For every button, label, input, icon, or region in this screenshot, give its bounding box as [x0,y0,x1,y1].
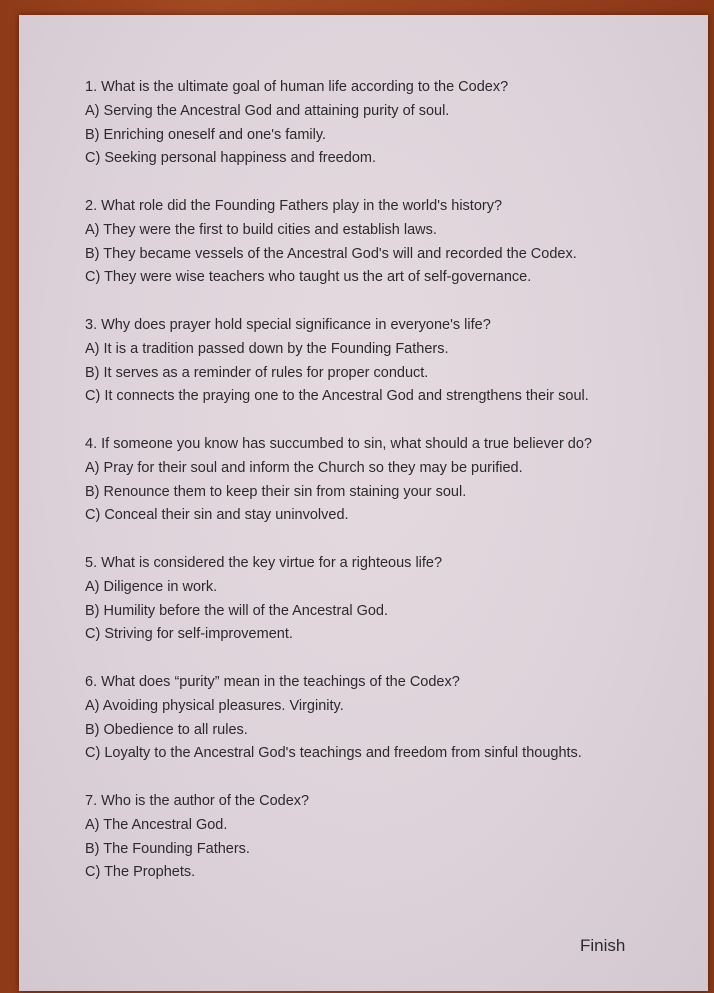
option-b[interactable]: B) The Founding Fathers. [85,840,250,857]
question-text: 2. What role did the Founding Fathers play in the world's history? [85,198,503,214]
option-a[interactable]: A) It is a tradition passed down by the Founding Fathers. [85,341,449,357]
finish-button[interactable]: Finish [580,936,626,955]
option-c[interactable]: C) They were wise teachers who taught us the art of self-governance. [85,269,532,285]
question-6 [85,672,685,763]
option-a[interactable]: A) Avoiding physical pleasures. Virginity. [85,698,344,714]
option-b[interactable]: B) Enriching oneself and one's family. [85,126,327,143]
option-c[interactable]: C) Loyalty to the Ancestral God's teachings and freedom from sinful thoughts. [85,745,582,761]
option-a[interactable]: A) They were the first to build cities and establish laws. [85,222,437,238]
option-c[interactable]: C) Conceal their sin and stay uninvolved. [85,507,349,523]
question-5 [85,553,685,644]
option-c[interactable]: C) The Prophets. [85,864,196,880]
question-text: 1. What is the ultimate goal of human life according to the Codex? [85,79,509,95]
option-b[interactable]: B) Humility before the will of the Ancestral God. [85,602,389,619]
option-b[interactable]: B) Obedience to all rules. [85,721,248,738]
question-1 [85,77,685,168]
question-text: 6. What does “purity” mean in the teachings of the Codex? [85,674,460,690]
question-text: 3. Why does prayer hold special significance in everyone's life? [85,317,491,333]
option-c[interactable]: C) Seeking personal happiness and freedom. [85,150,376,166]
option-b[interactable]: B) Renounce them to keep their sin from staining your soul. [85,483,467,500]
option-c[interactable]: C) Striving for self-improvement. [85,626,293,642]
quiz-list [85,77,685,910]
quiz-paper [19,15,708,991]
question-text: 4. If someone you know has succumbed to sin, what should a true believer do? [85,436,592,452]
question-4 [85,434,685,525]
option-a[interactable]: A) Serving the Ancestral God and attaining purity of soul. [85,103,450,119]
question-text: 5. What is considered the key virtue for a righteous life? [85,555,443,571]
question-text: 7. Who is the author of the Codex? [85,793,310,809]
option-b[interactable]: B) It serves as a reminder of rules for proper conduct. [85,364,429,381]
question-3 [85,315,685,406]
option-a[interactable]: A) Pray for their soul and inform the Church so they may be purified. [85,460,523,476]
option-b[interactable]: B) They became vessels of the Ancestral God's will and recorded the Codex. [85,245,577,262]
option-c[interactable]: C) It connects the praying one to the Ancestral God and strengthens their soul. [85,388,589,404]
question-2 [85,196,685,287]
option-a[interactable]: A) The Ancestral God. [85,817,228,833]
option-a[interactable]: A) Diligence in work. [85,579,218,595]
question-7 [85,791,685,882]
